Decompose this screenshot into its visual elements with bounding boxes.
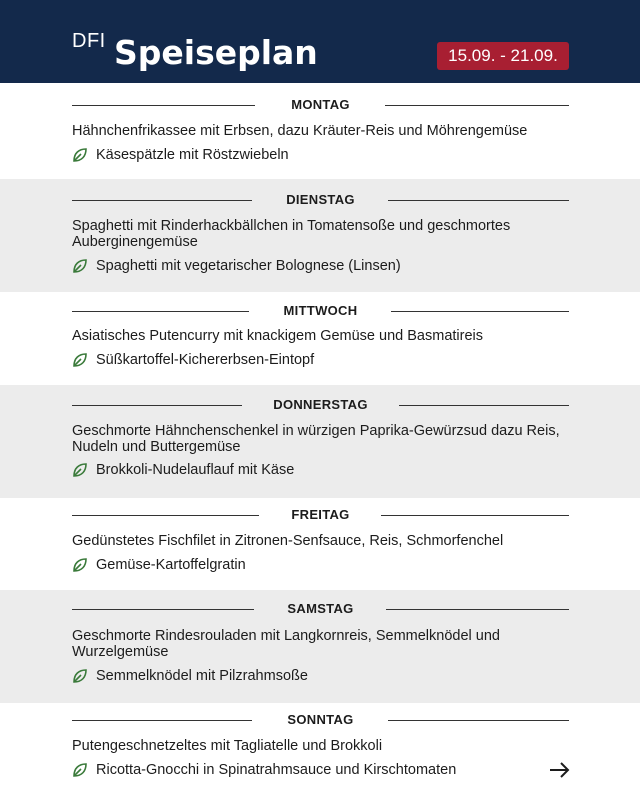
leaf-icon — [72, 352, 88, 368]
leaf-icon — [72, 668, 88, 684]
day-section-friday — [0, 498, 640, 590]
veg-dish — [72, 352, 552, 368]
arrow-right-icon[interactable] — [548, 760, 572, 780]
divider — [391, 311, 569, 312]
day-heading — [72, 710, 569, 730]
main-dish: Spaghetti mit Rinderhackbällchen in Tomatensoße und geschmortes Auberginengemüse — [72, 218, 511, 250]
day-name: MONTAG — [291, 97, 350, 112]
day-heading — [72, 505, 569, 525]
day-heading — [72, 95, 569, 115]
leaf-icon — [72, 462, 88, 478]
veg-dish — [72, 462, 552, 478]
day-name: SONNTAG — [287, 712, 354, 727]
divider — [385, 105, 569, 106]
veg-dish-label: Spaghetti mit vegetarischer Bolognese (Linsen) — [96, 258, 401, 274]
day-name: DONNERSTAG — [273, 397, 368, 412]
day-name: MITTWOCH — [283, 303, 358, 318]
divider — [388, 200, 569, 201]
veg-dish-label: Ricotta-Gnocchi in Spinatrahmsauce und Kirschtomaten — [96, 762, 457, 778]
veg-dish — [72, 668, 552, 684]
veg-dish-label: Süßkartoffel-Kichererbsen-Eintopf — [96, 352, 315, 368]
veg-dish — [72, 258, 552, 274]
leaf-icon — [72, 762, 88, 778]
day-name: SAMSTAG — [287, 601, 354, 616]
divider — [388, 720, 569, 721]
divider — [381, 515, 569, 516]
day-section-monday — [0, 83, 640, 179]
day-section-wednesday — [0, 292, 640, 385]
leaf-icon — [72, 557, 88, 573]
day-section-tuesday — [0, 179, 640, 292]
date-range-badge: 15.09. - 21.09. — [437, 42, 569, 70]
main-dish: Gedünstetes Fischfilet in Zitronen-Senfsauce, Reis, Schmorfenchel — [72, 533, 504, 549]
veg-dish-label: Käsespätzle mit Röstzwiebeln — [96, 147, 289, 163]
leaf-icon — [72, 147, 88, 163]
main-dish: Putengeschnetzeltes mit Tagliatelle und Brokkoli — [72, 738, 383, 754]
main-dish: Asiatisches Putencurry mit knackigem Gemüse und Basmatireis — [72, 328, 483, 344]
veg-dish — [72, 557, 552, 573]
main-dish: Geschmorte Rindesrouladen mit Langkornreis, Semmelknödel und Wurzelgemüse — [72, 628, 500, 660]
veg-dish-label: Semmelknödel mit Pilzrahmsoße — [96, 668, 308, 684]
main-dish: Hähnchenfrikassee mit Erbsen, dazu Kräuter-Reis und Möhrengemüse — [72, 123, 528, 139]
leaf-icon — [72, 258, 88, 274]
header — [0, 0, 640, 83]
page-title: Speiseplan — [114, 33, 318, 72]
day-name: FREITAG — [291, 507, 350, 522]
day-name: DIENSTAG — [286, 192, 355, 207]
veg-dish — [72, 147, 552, 163]
main-dish: Geschmorte Hähnchenschenkel in würzigen Paprika-Gewürzsud dazu Reis, Nudeln und Buttergemüse — [72, 423, 560, 455]
brand-logo: DFI — [72, 30, 106, 52]
day-section-thursday — [0, 385, 640, 498]
divider — [399, 405, 569, 406]
veg-dish-label: Brokkoli-Nudelauflauf mit Käse — [96, 462, 295, 478]
day-heading — [72, 599, 569, 619]
veg-dish — [72, 762, 552, 778]
day-heading — [72, 190, 569, 210]
day-heading — [72, 301, 569, 321]
veg-dish-label: Gemüse-Kartoffelgratin — [96, 557, 246, 573]
day-section-sunday — [0, 703, 640, 800]
divider — [386, 609, 569, 610]
day-heading — [72, 395, 569, 415]
day-section-saturday — [0, 590, 640, 703]
